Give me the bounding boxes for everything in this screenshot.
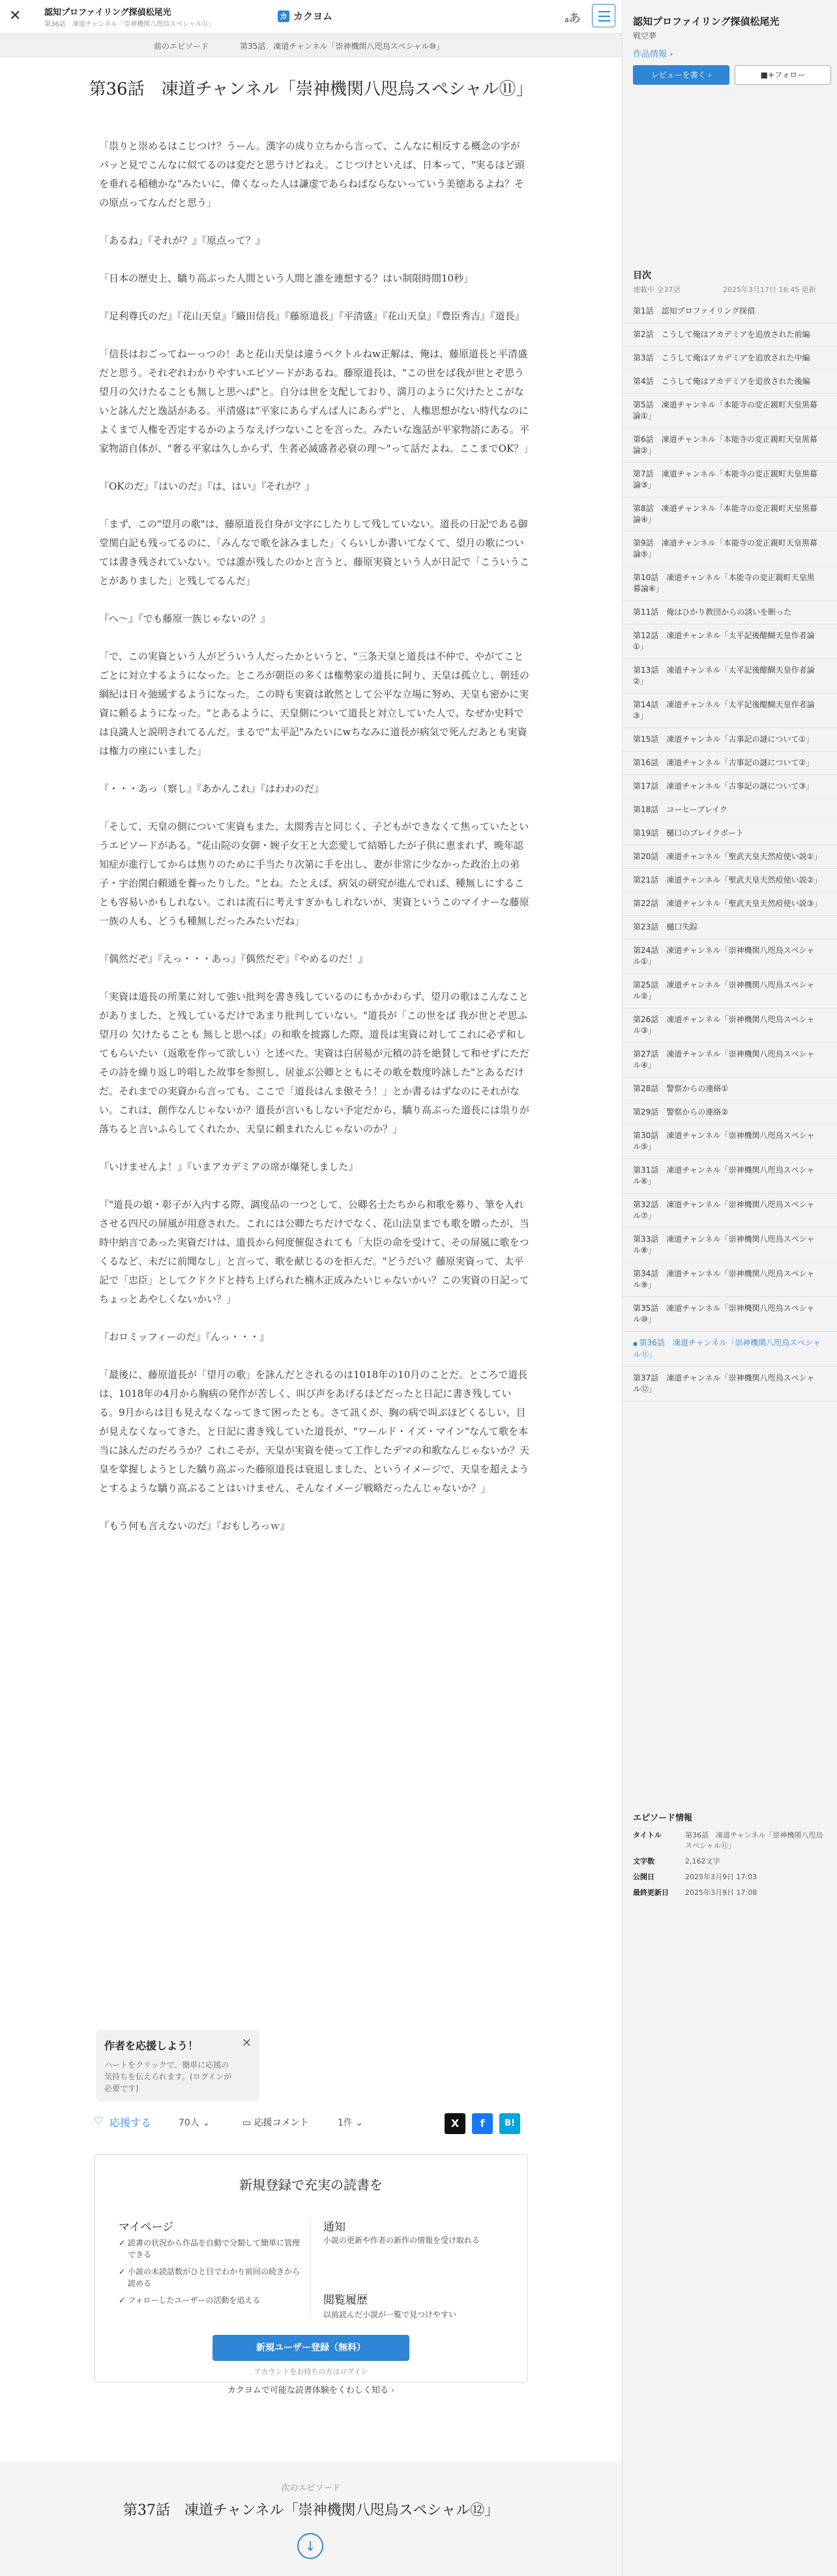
toc-item-title: 凍道チャンネル「聖武天皇天然痘使い説①」 xyxy=(666,852,822,861)
toc-item[interactable] xyxy=(623,624,837,659)
paragraph: 『へ〜』『でも藤原一族じゃないの？』 xyxy=(99,613,271,624)
share-hatena-icon[interactable]: B! xyxy=(499,2113,520,2134)
toc-item-number: 第14話 xyxy=(633,700,659,709)
toc-item[interactable] xyxy=(623,775,837,798)
cheer-popup-desc: ハートをクリックで、簡単に応援の気持ちを伝えられます。(ログインが必要です) xyxy=(104,2060,232,2093)
divider xyxy=(310,2220,311,2318)
review-label: レビューを書く xyxy=(651,70,706,80)
paragraph: 『おロミッフィーのだ』『んっ・・・』 xyxy=(99,1331,270,1343)
toc-item[interactable] xyxy=(623,1101,837,1124)
toc-item-number: 第13話 xyxy=(633,666,659,675)
toc-item-title: 樋口のブレイクポート xyxy=(666,828,744,838)
toc-item-title: 凍道チャンネル「本能寺の変正親町天皇黒幕論③」 xyxy=(633,469,817,490)
sidebar-author[interactable]: 戦空夢 xyxy=(633,31,657,40)
toc-item[interactable] xyxy=(623,1159,837,1193)
register-title: 新規登録で充実の読書を xyxy=(239,2177,383,2193)
toc-item-title: 凍道チャンネル「聖武天皇天然痘使い説②」 xyxy=(666,875,822,885)
next-episode-label: 次のエピソード xyxy=(281,2483,341,2493)
notify-desc: 小説の更新や作者の新作の情報を受け取れる xyxy=(323,2236,480,2245)
prev-episode-title[interactable]: 第35話 凍道チャンネル「崇神機関八咫烏スペシャル⑩」 xyxy=(240,42,445,51)
toc-item[interactable] xyxy=(623,1332,837,1367)
info-value: 2025年3月9日 17:03 xyxy=(685,1873,757,1881)
toc-item-title: 凍道チャンネル「聖武天皇天然痘使い説③」 xyxy=(666,899,822,908)
toc-item-number: 第34話 xyxy=(633,1269,659,1278)
toc-item-title: 凍道チャンネル「崇神機関八咫烏スペシャル⑧」 xyxy=(633,1235,815,1255)
heart-icon[interactable]: ♡ xyxy=(94,2115,104,2127)
info-value: 第36話 凍道チャンネル「崇神機関八咫烏スペシャル⑪」 xyxy=(685,1831,823,1850)
toc-item-title: 凍道チャンネル「太平記後醍醐天皇作者論①」 xyxy=(633,631,815,651)
work-detail-label: 作品情報 xyxy=(633,50,668,59)
toc-item[interactable] xyxy=(623,694,837,728)
register-panel xyxy=(94,2154,528,2395)
follow-button[interactable]: ■+フォロー xyxy=(735,65,831,85)
toc-status: 連載中 全37話 xyxy=(633,285,681,294)
toc-item[interactable] xyxy=(623,300,837,323)
toc-item-number: 第24話 xyxy=(633,946,659,955)
toc-item[interactable] xyxy=(623,1077,837,1101)
notify-heading: 通知 xyxy=(323,2221,345,2234)
toc-item[interactable] xyxy=(623,394,837,428)
paragraph: 「信長はおごってねーっつの！あと花山天皇は違うベクトルねw正解は、俺は、藤原道長と平清盛だと思う。それぞれわかりやすいエピソードがあるね。藤原道長は、"この世をば我が世とぞ思う望月の欠けたることも無しと思へば"と。自分は世を支配しており、満月のように欠けたとこがないと詠んだと逸話がある。平清盛は"平家にあらずんば人にあらず"と、人権思想がない時代なのによくまで人権を否定するかのようなえげつないことを言った。みたいな逸話が平家物語にある。平家物語自体が、"奢る平家は久しからず、生者必滅盛者必衰の理〜"って話だよね。ここまでOK？」 xyxy=(99,348,534,454)
paragraph: 「最後に、藤原道長が「望月の歌」を詠んだとされるのは1018年の10月のことだ。ところで道長は、1018年の4月から胸病の発作が苦しく、叫び声をあげるほどだったと日記に書き残している。9月からは目も見えなくなってきて困ったとも。さて訊くが、胸の病で叫ぶほどくるしい、目が見えなくなってきた、と日記に書き残していた道長が、"ワールド・イズ・マイン"なんて歌を本当に詠んだのだろうか？これこそが、天皇が実資を使って工作したデマの和歌なんじゃないか？天皇を掌握しようとした驕り高ぶった藤原道長は衰退しました、というイメージで、天皇を超えようとするような驕り高ぶることはいけません、そんなイメージ戦略だったんじゃないか？」 xyxy=(99,1369,530,1494)
toc-item[interactable] xyxy=(623,822,837,845)
info-row xyxy=(633,1872,829,1882)
cheer-popup xyxy=(96,2030,259,2101)
bookmark-icon: ■ xyxy=(760,70,768,80)
follow-label: フォロー xyxy=(774,70,806,80)
toc-heading: 目次 xyxy=(633,271,651,281)
comment-count-value: 1件 xyxy=(338,2118,353,2128)
toc-item[interactable] xyxy=(623,1228,837,1263)
paragraph: 『OKのだ』『はいのだ』『は、はい』『それが？』 xyxy=(99,480,316,492)
toc-item-number: 第35話 xyxy=(633,1304,659,1313)
toc-item-number: 第29話 xyxy=(633,1107,659,1117)
toc-item-number: 第37話 xyxy=(633,1373,659,1383)
toc-item[interactable] xyxy=(623,892,837,916)
sidebar xyxy=(622,0,837,2576)
cheer-count-value: 70人 xyxy=(179,2118,199,2128)
sidebar-work-title[interactable]: 認知プロファイリング探偵松尾光 xyxy=(633,16,780,27)
toc-item-number: 第12話 xyxy=(633,631,659,640)
toc-item-title: 凍道チャンネル「古事記の謎について②」 xyxy=(666,758,814,767)
toc-item[interactable] xyxy=(623,1124,837,1159)
hamburger-icon[interactable] xyxy=(592,4,615,27)
paragraph: 「あるね」『それが？』『原点って？』 xyxy=(99,235,266,246)
toc-item-title: 凍道チャンネル「本能寺の変正親町天皇黒幕論⑤」 xyxy=(633,538,817,559)
toc-item[interactable] xyxy=(623,1043,837,1077)
next-episode-area[interactable] xyxy=(0,2461,622,2576)
toc-item-number: 第11話 xyxy=(633,607,659,617)
toc-item-number: 第2話 xyxy=(633,330,654,339)
toc-item-title: 凍道チャンネル「古事記の謎について①」 xyxy=(666,735,814,744)
login-link[interactable]: アカウントをお持ちの方はログイン xyxy=(254,2367,368,2376)
info-row xyxy=(633,1856,829,1867)
paragraph: 『"道長の娘・彰子が入内する際、調度品の一つとして、公卿名士たちから和歌を募り、筆を入れさせる四尺の屏風が用意された。これには公卿たちだけでなく、花山法皇までも歌を贈ったが、当時中納言であった実資だけは、道長から何度催促されても「大臣の命を受けて、その屏風に歌をつくるなど、未だに前聞なし」と言って、歌を献じるのを拒んだ。"どうだい？藤原実資って、太平記で「忠臣」としてクドクドと持ち上げられた楠木正成みたいじゃないかい？この実資の日記ってちょっとあやしくないかい？」 xyxy=(99,1199,529,1305)
mypage-feature: ✓ 読書の状況から作品を自動で分類して簡単に管理できる xyxy=(119,2237,301,2261)
toc-item-title: 警察からの連絡① xyxy=(666,1084,729,1093)
toc-item[interactable] xyxy=(623,1297,837,1332)
share-facebook-icon[interactable]: f xyxy=(472,2113,493,2134)
toc-item[interactable] xyxy=(623,428,837,463)
toc-item-title: 凍道チャンネル「崇神機関八咫烏スペシャル⑤」 xyxy=(633,1131,815,1151)
next-episode-title[interactable]: 第37話 凍道チャンネル「崇神機関八咫烏スペシャル⑫」 xyxy=(123,2502,499,2519)
toc-item[interactable] xyxy=(623,1008,837,1043)
toc-item-number: 第26話 xyxy=(633,1015,659,1024)
paragraph: 「で、この実資という人がどういう人だったかというと、"三条天皇と道長は不仲で、やがてことごとに対立するようになった。ところが朝臣の多くは権勢家の道長に阿り、天皇は孤立し、朝廷の綱紀は日々弛緩するようになった。この時も実資は敢然として公平な立場に努め、天皇も密かに実資に頼るようになった。"とあるように、天皇側について道長と対立していた人で、なぜか史料では良識人と説明されてるんだ。まるで"太平記"みたいにwちなみに道長が病気で死んだあとも実資は権力の座にいました」 xyxy=(99,651,530,757)
info-key: 文字数 xyxy=(633,1857,654,1866)
toc-item[interactable] xyxy=(623,1193,837,1228)
learn-more-label: カクヨムで可能な読書体験をくわしく知る xyxy=(227,2386,389,2395)
toc-item-number: 第27話 xyxy=(633,1049,659,1059)
toc-item-title: 俺はひかり教団からの誘いを断った xyxy=(666,607,792,617)
logo-text: カクヨム xyxy=(293,10,333,22)
history-heading: 閲覧履歴 xyxy=(323,2294,368,2307)
paragraph: 「実資は道長の所業に対して強い批判を書き残しているのにもかかわらず、望月の歌はこんなことがありました、と残しているだけであまり批判していない。"道長が「この世をば 我が世とぞ思ふ 望月の 欠けたることも 無しと思へば」の和歌を披露した際、道長は実資に対してこれに必ず和してもらいたい（返歌を作って欲しい）と述べた。実資は白居易が元稹の詩を絶賛して和せずにただその詩を繰り返し吟唱した故事を参照し、居並ぶ公卿とともにその歌を数度吟詠した"とあるだけだ。それまでの実資から言っても、ここで「道長はんま傲そう！」とか書るはずなのにそれがない。これは、創作なんじゃないか？道長が言いもしない予定だから、驕り高ぶった道長には祟りが落ちると言いふらしてくれたか、天皇に頼まれたんじゃないのか？」 xyxy=(99,991,530,1135)
toc-item[interactable] xyxy=(623,939,837,974)
share-x-icon[interactable]: X xyxy=(445,2113,465,2134)
episode-actions xyxy=(94,2109,528,2138)
toc-item-title: 凍道チャンネル「崇神機関八咫烏スペシャル⑫」 xyxy=(633,1373,815,1394)
toc-item[interactable] xyxy=(623,869,837,892)
history-desc: 以前読んだ小説が一覧で見つけやすい xyxy=(323,2310,457,2319)
toc-item[interactable] xyxy=(623,497,837,532)
register-button[interactable]: 新規ユーザー登録（無料） xyxy=(213,2335,409,2361)
toc-item-number: 第32話 xyxy=(633,1200,659,1209)
logo-mark-icon: カ xyxy=(278,10,289,22)
toc-item-title: こうして俺はアカデミアを追放された中編 xyxy=(661,353,810,362)
arrow-down-circle-icon[interactable]: ↓ xyxy=(297,2533,323,2559)
toc-item[interactable] xyxy=(623,601,837,624)
toc-item-number: 第18話 xyxy=(633,805,659,814)
display-settings-button[interactable]: aあ xyxy=(565,12,581,25)
cheer-count[interactable]: 70人 ⌄ xyxy=(179,2118,211,2128)
toc-item-title: こうして俺はアカデミアを追放された後編 xyxy=(661,377,810,386)
toc-item[interactable] xyxy=(623,566,837,601)
toc-item[interactable] xyxy=(623,752,837,775)
paragraph: 『・・・あっ（察し』『あかんこれ』『はわわのだ』 xyxy=(99,783,324,795)
toc-item[interactable] xyxy=(623,659,837,694)
toc-item[interactable] xyxy=(623,323,837,347)
toc-item-number: 第23話 xyxy=(633,922,659,931)
toc-item-number: 第8話 xyxy=(633,504,654,513)
toc-item-number: 第17話 xyxy=(633,782,659,791)
episode-info-heading: エピソード情報 xyxy=(633,1813,693,1823)
toc-item-title: 警察からの連絡② xyxy=(666,1107,729,1117)
episode-info xyxy=(633,1830,829,1903)
toc-item-title: 凍道チャンネル「崇神機関八咫烏スペシャル⑩」 xyxy=(633,1304,815,1324)
toc-list xyxy=(623,300,837,1401)
toc-item[interactable] xyxy=(623,1263,837,1297)
paragraph: 『偶然だぞ』『えっ・・・あっ』『偶然だぞ』『やめるのだ！』 xyxy=(99,953,368,965)
paragraph: 「そして、天皇の側について実資もまた、太閤秀吉と同じく、子どもができなくて焦っていたというエピソードがある。"花山院の女御・婉子女王と大恋愛して結婚したが子供に恵まれず、晩年認知症が進行してからは焦りのために手当たり次第に手を出し、妻が非常に少なかった政治上の弟子・宇治関白頼通を養ったりした。"とね。たとえば、病気の研究が進んでれば、種無しにすることも容易いかもしれない。これは流石に考えすぎかもしれないが、実資というこのマイナーな藤原一族の人も、どうも種無しだったみたいだね」 xyxy=(99,821,529,927)
toc-item[interactable] xyxy=(623,798,837,822)
toc-item-number: 第19話 xyxy=(633,828,659,838)
toc-item-title: 凍道チャンネル「本能寺の変正親町天皇黒幕論②」 xyxy=(633,435,817,455)
info-value: 2,162文字 xyxy=(685,1857,720,1866)
toc-item-number: 第3話 xyxy=(633,353,654,362)
work-title-link[interactable]: 認知プロファイリング探偵松尾光 xyxy=(44,8,171,18)
learn-more-link[interactable] xyxy=(95,2383,527,2395)
comment-button[interactable] xyxy=(242,2116,309,2129)
toc-item-number: 第7話 xyxy=(633,469,654,478)
toc-item-title: コーヒーブレイク xyxy=(666,805,727,814)
current-dot-icon: ● xyxy=(633,1341,639,1347)
toc-item-title: 認知プロファイリング探偵 xyxy=(661,306,756,315)
header xyxy=(0,0,622,34)
episode-title: 第36話 凍道チャンネル「崇神機関八咫烏スペシャル⑪」 xyxy=(89,80,533,99)
toc-item-title: 凍道チャンネル「崇神機関八咫烏スペシャル⑨」 xyxy=(633,1269,815,1289)
cheer-button[interactable]: 応援する xyxy=(110,2116,152,2129)
kakuyomu-logo[interactable] xyxy=(278,9,332,23)
toc-item[interactable] xyxy=(623,728,837,752)
toc-item-title: 凍道チャンネル「崇神機関八咫烏スペシャル①」 xyxy=(633,946,815,966)
work-detail-link[interactable]: 作品情報 › xyxy=(633,50,673,59)
toc-item[interactable] xyxy=(623,463,837,497)
toc-item-number: 第21話 xyxy=(633,875,659,885)
toc-item-number: 第1話 xyxy=(633,306,654,315)
toc-item-number: 第36話 xyxy=(639,1338,665,1347)
info-key: タイトル xyxy=(633,1831,662,1839)
close-icon[interactable]: ✕ xyxy=(9,8,22,24)
toc-item-number: 第6話 xyxy=(633,435,654,444)
toc-item-title: 凍道チャンネル「崇神機関八咫烏スペシャル⑦」 xyxy=(633,1200,815,1220)
info-row xyxy=(633,1888,829,1898)
episode-nav xyxy=(0,34,622,57)
toc-item-number: 第20話 xyxy=(633,852,659,861)
toc-item-title: 凍道チャンネル「崇神機関八咫烏スペシャル⑪」 xyxy=(633,1338,821,1359)
toc-item-number: 第33話 xyxy=(633,1235,659,1244)
toc-item[interactable] xyxy=(623,974,837,1008)
toc-item-title: 凍道チャンネル「崇神機関八咫烏スペシャル②」 xyxy=(633,980,815,1001)
paragraph: 『足利尊氏のだ』『花山天皇』『織田信長』『藤原道長』『平清盛』『花山天皇』『豊臣秀吉』『道長』 xyxy=(99,310,525,322)
info-value: 2025年3月9日 17:08 xyxy=(685,1888,757,1897)
toc-item-number: 第16話 xyxy=(633,758,659,767)
toc-item-title: 凍道チャンネル「本能寺の変正親町天皇黒幕論⑥」 xyxy=(633,573,815,593)
prev-episode-link[interactable]: 前のエピソード xyxy=(154,42,209,51)
toc-item[interactable] xyxy=(623,916,837,939)
toc-item-number: 第9話 xyxy=(633,538,654,548)
toc-item-title: 凍道チャンネル「本能寺の変正親町天皇黒幕論④」 xyxy=(633,504,817,524)
toc-item-number: 第25話 xyxy=(633,980,659,989)
toc-item-number: 第22話 xyxy=(633,899,659,908)
comment-count[interactable]: 1件 ⌄ xyxy=(338,2118,364,2128)
toc-item-title: 凍道チャンネル「古事記の謎について③」 xyxy=(666,782,814,791)
info-key: 公開日 xyxy=(633,1873,654,1881)
toc-item-number: 第31話 xyxy=(633,1165,659,1175)
toc-item-title: 凍道チャンネル「太平記後醍醐天皇作者論②」 xyxy=(633,666,815,686)
toc-item[interactable] xyxy=(623,347,837,370)
toc-item-number: 第10話 xyxy=(633,573,659,582)
toc-item-title: 凍道チャンネル「太平記後醍醐天皇作者論③」 xyxy=(633,700,815,720)
info-key: 最終更新日 xyxy=(633,1888,669,1897)
mypage-heading: マイページ xyxy=(119,2221,174,2234)
toc-item-number: 第28話 xyxy=(633,1084,659,1093)
toc-item[interactable] xyxy=(623,532,837,566)
mypage-feature: ✓ 小説の未読話数がひと目でわかり前回の続きから読める xyxy=(119,2266,301,2289)
toc-item-number: 第15話 xyxy=(633,735,659,744)
paragraph: 「祟りと崇めるはこじつけ？うーん。漢字の成り立ちから言って、こんなに相反する概念の字がパッと見でこんなに似てるのは変だと思うけどねえ。こじつけといえば、日本って、"実るほど頭を垂れる稲穂かな"みたいに、偉くなった人は謙虚であらねばならないっていう美徳あるよね？その原点ってなんだと思う」 xyxy=(99,140,525,209)
review-button[interactable]: レビューを書く › xyxy=(633,65,729,85)
toc-item-title: 凍道チャンネル「本能寺の変正親町天皇黒幕論①」 xyxy=(633,400,817,420)
comment-label: 応援コメント xyxy=(254,2118,309,2128)
cheer-popup-title: 作者を応援しよう！ xyxy=(104,2040,199,2052)
toc-item-title: 凍道チャンネル「崇神機関八咫烏スペシャル④」 xyxy=(633,1049,815,1070)
toc-item-number: 第4話 xyxy=(633,377,654,386)
toc-item[interactable] xyxy=(623,845,837,869)
toc-item-title: 凍道チャンネル「崇神機関八咫烏スペシャル⑥」 xyxy=(633,1165,815,1186)
episode-subtitle: 第36話 凍道チャンネル「崇神機関八咫烏スペシャル⑪」 xyxy=(44,21,215,28)
toc-updated: 2025年3月17日 16:45 更新 xyxy=(723,285,816,294)
toc-item-number: 第30話 xyxy=(633,1131,659,1140)
comment-icon: ▭ xyxy=(242,2118,252,2128)
paragraph: 『いけませんよ！』『いまアカデミアの席が爆発しました』 xyxy=(99,1161,359,1173)
toc-item-title: こうして俺はアカデミアを追放された前編 xyxy=(661,330,810,339)
mypage-feature-list xyxy=(119,2237,301,2311)
toc-item-title: 樋口失踪 xyxy=(666,922,698,931)
toc-item[interactable] xyxy=(623,1367,837,1401)
display-settings-label: あ xyxy=(568,12,581,25)
paragraph: 「まず、この"望月の歌"は、藤原道長自身が文字にしたりして残していない。道長の日記である御堂関白記も残ってるのに、「みんなで歌を詠みました」くらいしか書いてなくて、望月の歌については書き残されていない。では誰が残したのかと言うと、藤原実資という人が日記で「こういうことがありました」と残してるんだ」 xyxy=(99,518,530,587)
chevron-right-icon: › xyxy=(390,2386,395,2395)
toc-item[interactable] xyxy=(623,370,837,394)
close-icon[interactable]: ✕ xyxy=(241,2036,252,2050)
mypage-feature: ✓ フォローしたユーザーの活動を追える xyxy=(119,2294,301,2306)
toc-item-title: 凍道チャンネル「崇神機関八咫烏スペシャル③」 xyxy=(633,1015,815,1035)
paragraph: 「日本の歴史上、驕り高ぶった人間という人間と誰を連想する？はい制限時間10秒」 xyxy=(99,272,474,284)
toc-item-number: 第5話 xyxy=(633,400,654,409)
paragraph: 『もう何も言えないのだ』『おもしろっｗ』 xyxy=(99,1520,290,1532)
episode-body xyxy=(99,137,534,1555)
info-row xyxy=(633,1830,829,1851)
